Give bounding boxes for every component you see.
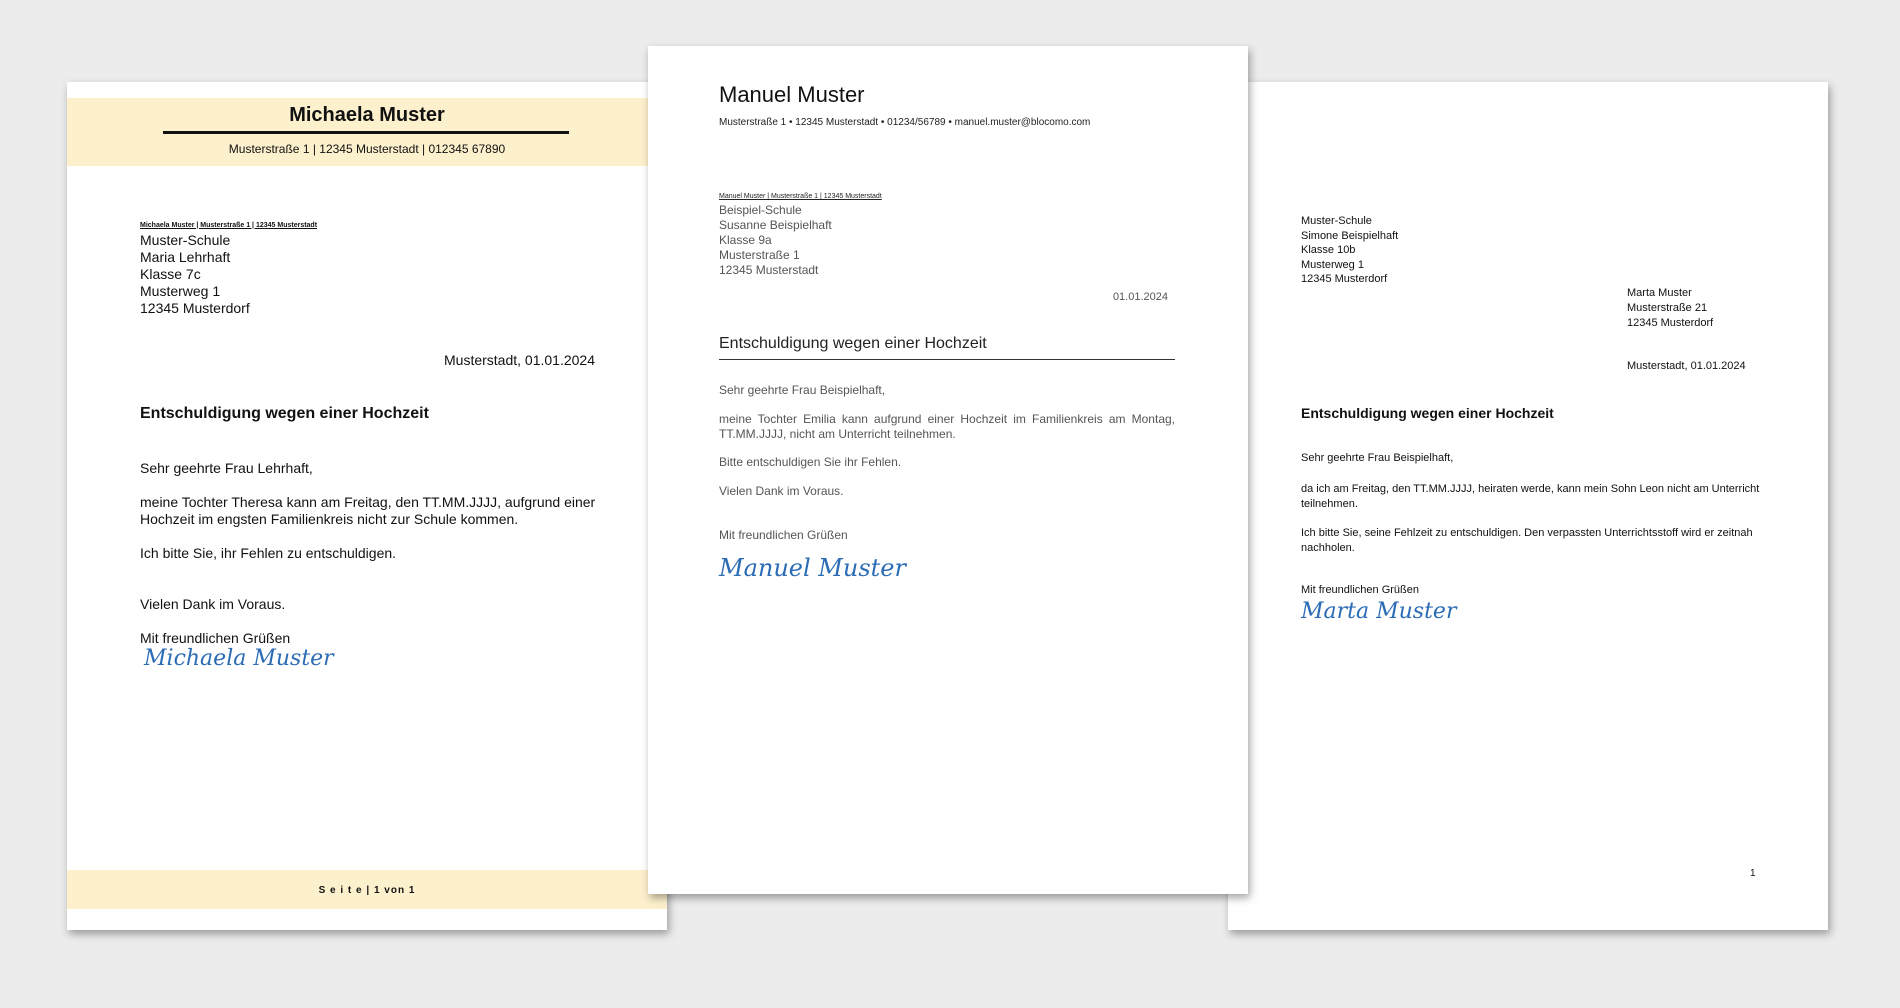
body-line: Hochzeit im engsten Familienkreis nicht zur Schule kommen. (140, 511, 519, 527)
recipient-line: Klasse 7c (140, 266, 201, 282)
letter-subject: Entschuldigung wegen einer Hochzeit (719, 335, 987, 352)
recipient-line: 12345 Musterstadt (719, 263, 819, 277)
recipient-address (719, 203, 832, 278)
footer-band (67, 870, 667, 909)
recipient-line: Maria Lehrhaft (140, 249, 231, 265)
letter-closing: Mit freundlichen Grüßen (140, 630, 291, 646)
letter-page-right (1228, 82, 1828, 930)
page-number: 1 (1750, 868, 1756, 879)
sender-line: Musterstraße 21 (1627, 302, 1708, 314)
letter-closing: Mit freundlichen Grüßen (1301, 584, 1419, 596)
subject-underline (719, 359, 1175, 360)
sender-return-line: Michaela Muster | Musterstraße 1 | 12345 Musterstadt (140, 222, 318, 229)
letter-thanks: Vielen Dank im Voraus. (719, 484, 844, 498)
salutation: Sehr geehrte Frau Beispielhaft, (719, 383, 886, 397)
recipient-line: Muster-Schule (1301, 215, 1372, 227)
page-counter: S e i t e | 1 von 1 (318, 885, 416, 896)
letter-closing: Mit freundlichen Grüßen (719, 528, 848, 542)
letter-request: Bitte entschuldigen Sie ihr Fehlen. (719, 455, 902, 469)
letter-date: Musterstadt, 01.01.2024 (444, 352, 595, 368)
sender-contact-line: Musterstraße 1 | 12345 Musterstadt | 012345 67890 (228, 142, 506, 156)
letter-subject: Entschuldigung wegen einer Hochzeit (1301, 405, 1554, 421)
letter-body: meine Tochter Emilia kann aufgrund einer Hochzeit im Familienkreis am Montag, TT.MM.JJJJ, nicht am Unterricht teilnehmen. (719, 412, 1175, 441)
letter-page-middle (648, 46, 1248, 894)
letter-request: Ich bitte Sie, ihr Fehlen zu entschuldigen. (140, 545, 397, 561)
sender-line: Marta Muster (1627, 287, 1692, 299)
recipient-address (1301, 214, 1398, 287)
body-line: meine Tochter Theresa kann am Freitag, den TT.MM.JJJJ, aufgrund einer (140, 494, 596, 510)
letter-date: Musterstadt, 01.01.2024 (1627, 360, 1746, 372)
recipient-line: Musterweg 1 (1301, 258, 1364, 271)
recipient-line: Klasse 10b (1301, 244, 1356, 256)
signature: Marta Muster (1301, 599, 1457, 624)
sender-line: 12345 Musterdorf (1627, 317, 1714, 329)
recipient-line: Susanne Beispielhaft (719, 218, 832, 232)
recipient-line: 12345 Musterdorf (1301, 273, 1388, 285)
recipient-address (140, 232, 250, 317)
sender-address (1627, 286, 1713, 331)
salutation: Sehr geehrte Frau Lehrhaft, (140, 460, 313, 476)
recipient-line: Musterstraße 1 (719, 248, 800, 262)
recipient-line: 12345 Musterdorf (140, 300, 250, 316)
salutation: Sehr geehrte Frau Beispielhaft, (1301, 452, 1454, 464)
recipient-line: Muster-Schule (140, 232, 231, 248)
recipient-line: Simone Beispielhaft (1301, 229, 1399, 242)
letter-body: da ich am Freitag, den TT.MM.JJJJ, heiraten werde, kann mein Sohn Leon nicht am Unterricht teilnehmen. (1301, 483, 1760, 510)
sender-name-heading: Manuel Muster (719, 82, 865, 107)
letter-subject: Entschuldigung wegen einer Hochzeit (140, 405, 429, 422)
letterhead-band (67, 98, 667, 166)
sender-return-line: Manuel Muster | Musterstraße 1 | 12345 Musterstadt (719, 193, 882, 200)
sender-name-heading: Michaela Muster (289, 104, 445, 126)
letter-request: Ich bitte Sie, seine Fehlzeit zu entschuldigen. Den verpassten Unterrichtsstoff wird er zeitnah nachholen. (1301, 527, 1753, 554)
letterhead-divider (163, 131, 569, 134)
recipient-line: Beispiel-Schule (719, 203, 802, 217)
letter-page-left (67, 82, 667, 930)
letter-date: 01.01.2024 (1112, 291, 1168, 303)
signature: Manuel Muster (719, 554, 906, 582)
signature: Michaela Muster (144, 646, 334, 671)
letter-thanks: Vielen Dank im Voraus. (140, 596, 286, 612)
recipient-line: Musterweg 1 (140, 283, 221, 299)
recipient-line: Klasse 9a (719, 233, 772, 247)
sender-contact-line: Musterstraße 1 • 12345 Musterstadt • 01234/56789 • manuel.muster@blocomo.com (719, 117, 1091, 128)
letter-body (140, 494, 595, 528)
